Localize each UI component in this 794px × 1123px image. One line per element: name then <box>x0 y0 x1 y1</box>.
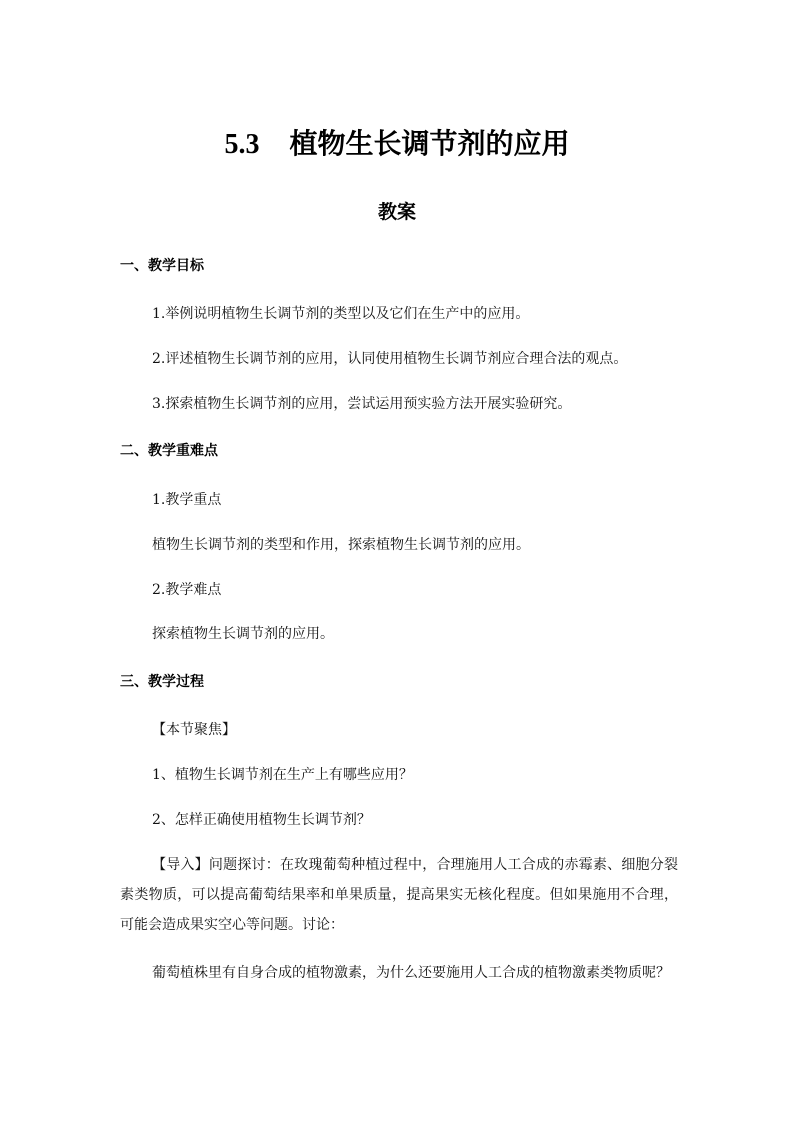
title-number: 5.3 <box>224 129 260 160</box>
intro-paragraph: 【导入】问题探讨：在玫瑰葡萄种植过程中，合理施用人工合成的赤霉素、细胞分裂素类物质，可以提高葡萄结果率和单果质量，提高果实无核化程度。但如果施用不合理，可能会造成果实空心等问题。讨论： <box>120 857 678 933</box>
page-title <box>0 124 794 165</box>
objective-item: 2.评述植物生长调节剂的应用，认同使用植物生长调节剂应合理合法的观点。 <box>152 351 628 367</box>
key-point-text: 植物生长调节剂的类型和作用，探索植物生长调节剂的应用。 <box>152 537 530 553</box>
question-paragraph: 葡萄植株里有自身合成的植物激素，为什么还要施用人工合成的植物激素类物质呢？ <box>152 965 670 981</box>
difficulty-text: 探索植物生长调节剂的应用。 <box>152 626 334 642</box>
title-text: 植物生长调节剂的应用 <box>289 127 570 160</box>
difficulty-subheading: 2.教学难点 <box>152 582 222 598</box>
focus-label: 【本节聚焦】 <box>152 722 236 738</box>
key-point-subheading: 1.教学重点 <box>152 492 222 508</box>
focus-question: 1、植物生长调节剂在生产上有哪些应用？ <box>152 767 413 783</box>
objective-item: 3.探索植物生长调节剂的应用，尝试运用预实验方法开展实验研究。 <box>152 396 572 412</box>
section-heading-objectives: 一、教学目标 <box>120 258 204 274</box>
section-heading-process: 三、教学过程 <box>120 674 204 690</box>
focus-question: 2、怎样正确使用植物生长调节剂？ <box>152 812 371 828</box>
section-heading-key-points: 二、教学重难点 <box>120 443 218 459</box>
page-subtitle: 教案 <box>377 201 416 223</box>
objective-item: 1.举例说明植物生长调节剂的类型以及它们在生产中的应用。 <box>152 306 530 322</box>
